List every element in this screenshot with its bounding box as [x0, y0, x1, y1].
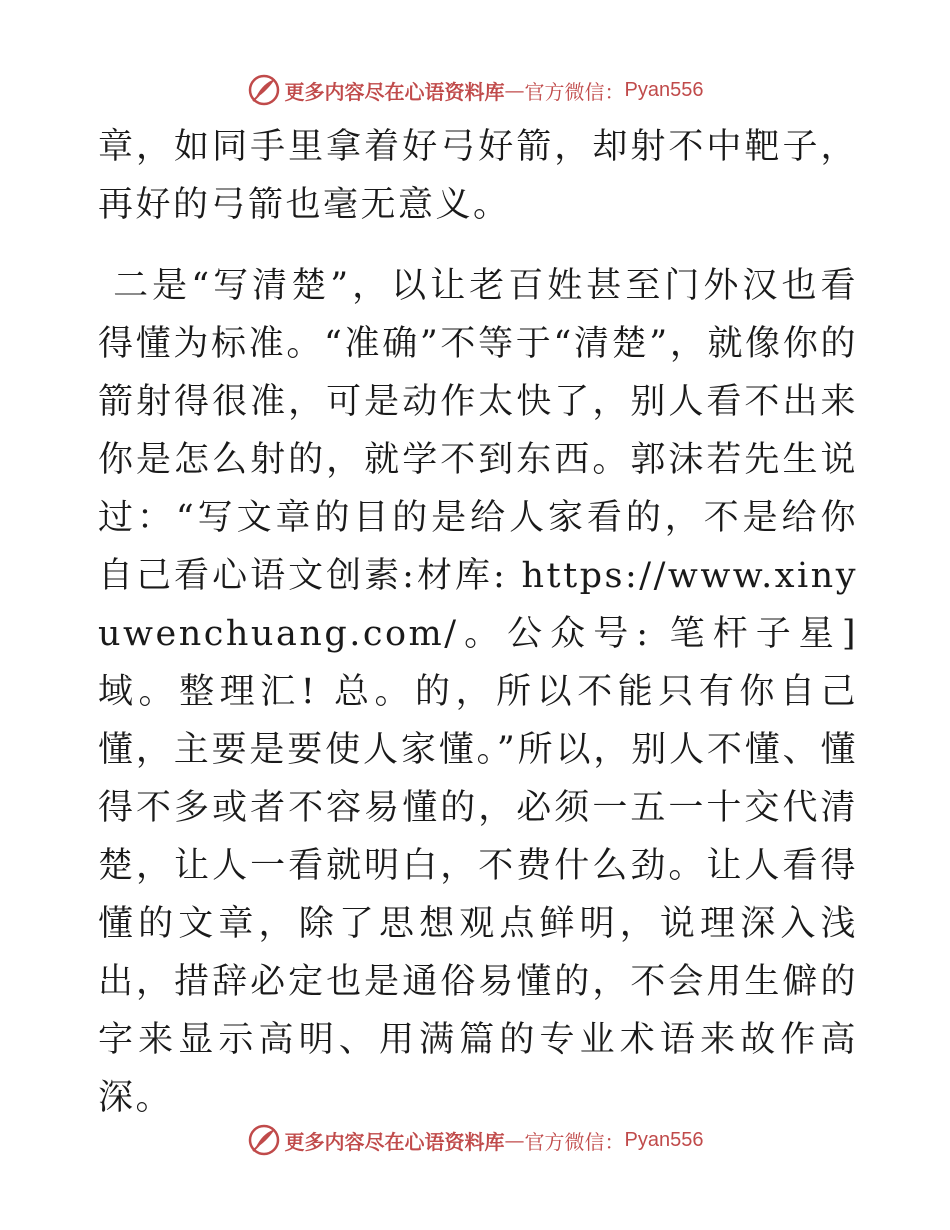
watermark-account: Pyan556: [624, 78, 704, 101]
watermark-official-label: 官方微信：: [524, 79, 625, 104]
watermark-text: 更多内容尽在心语资料库: [284, 79, 505, 104]
watermark-dash: —: [504, 1128, 525, 1152]
watermark-dash: —: [504, 78, 525, 102]
feather-pen-logo-icon: [247, 1123, 281, 1157]
footer-watermark: [0, 1120, 950, 1160]
header-watermark: [0, 70, 950, 110]
feather-pen-logo-icon: [247, 73, 281, 107]
watermark-text: 更多内容尽在心语资料库: [284, 1129, 505, 1154]
paragraph: 二是“写清楚”，以让老百姓甚至门外汉也看得懂为标准。“准确”不等于“清楚”，就像你的箭射得很准，可是动作太快了，别人看不出来你是怎么射的，就学不到东西。郭沫若先生说过：“写文章的目的是给人家看的，不是给你自己看心语文创素:材库: https://www.xinyuwenchuang.com/。公众号: 笔杆子星]域。整理汇! 总。的，所以不能只有你自己懂，主要是要使人家懂。”所以，别人不懂、懂得不多或者不容易懂的，必须一五一十交代清楚，让人一看就明白，不费什么劲。让人看得懂的文章，除了思想观点鲜明，说理深入浅出，措辞必定也是通俗易懂的，不会用生僻的字来显示高明、用满篇的专业术语来故作高深。: [98, 266, 858, 1118]
document-body: [98, 118, 858, 1127]
watermark-account: Pyan556: [624, 1128, 704, 1151]
watermark-official-label: 官方微信：: [524, 1129, 625, 1154]
paragraph: 章，如同手里拿着好弓好箭，却射不中靶子，再好的弓箭也毫无意义。: [98, 127, 858, 225]
